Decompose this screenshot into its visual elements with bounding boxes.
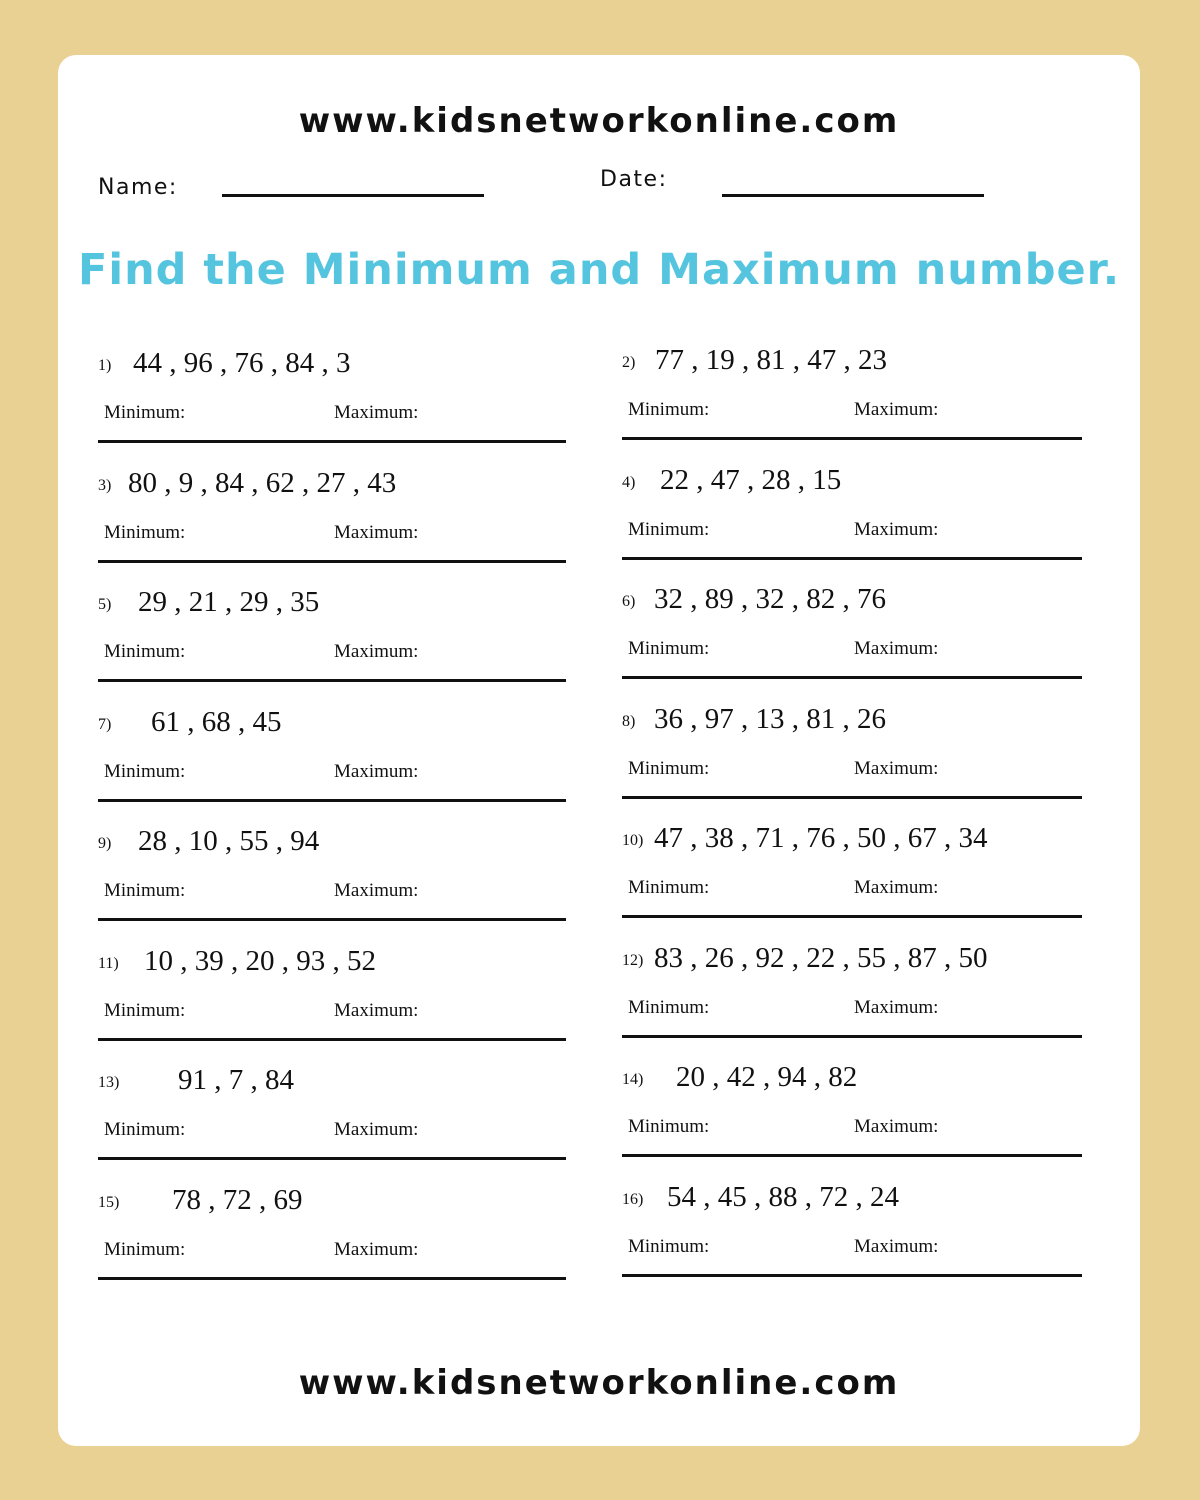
problem-10	[622, 822, 1082, 932]
problem-number: 10)	[622, 832, 644, 849]
number-list: 44 , 96 , 76 , 84 , 3	[133, 347, 351, 379]
problem-8	[622, 703, 1082, 813]
maximum-label: Maximum:	[854, 877, 939, 898]
number-list: 20 , 42 , 94 , 82	[676, 1061, 858, 1093]
problem-4	[622, 464, 1082, 574]
answer-line[interactable]	[622, 437, 1082, 440]
problem-1	[98, 347, 566, 457]
problem-3	[98, 467, 566, 577]
maximum-label: Maximum:	[854, 1236, 939, 1257]
number-list: 22 , 47 , 28 , 15	[660, 464, 842, 496]
number-list: 78 , 72 , 69	[172, 1184, 303, 1216]
minimum-label: Minimum:	[628, 638, 710, 659]
problem-14	[622, 1061, 1082, 1171]
answer-line[interactable]	[622, 1274, 1082, 1277]
problem-15	[98, 1184, 566, 1294]
answer-line[interactable]	[98, 1277, 566, 1280]
number-list: 10 , 39 , 20 , 93 , 52	[144, 945, 376, 977]
site-url-top: www.kidsnetworkonline.com	[298, 101, 900, 141]
problem-number: 15)	[98, 1194, 120, 1211]
answer-line[interactable]	[622, 557, 1082, 560]
problem-number: 3)	[98, 477, 112, 494]
answer-line[interactable]	[98, 679, 566, 682]
minimum-label: Minimum:	[104, 880, 186, 901]
answer-line[interactable]	[622, 676, 1082, 679]
problem-number: 11)	[98, 955, 119, 972]
problem-number: 14)	[622, 1071, 644, 1088]
maximum-label: Maximum:	[334, 522, 419, 543]
answer-line[interactable]	[622, 1035, 1082, 1038]
minimum-label: Minimum:	[104, 402, 186, 423]
number-list: 91 , 7 , 84	[178, 1064, 294, 1096]
answer-line[interactable]	[98, 440, 566, 443]
minimum-label: Minimum:	[104, 522, 186, 543]
answer-line[interactable]	[622, 915, 1082, 918]
problem-number: 16)	[622, 1191, 644, 1208]
maximum-label: Maximum:	[334, 641, 419, 662]
problem-number: 12)	[622, 952, 644, 969]
minimum-label: Minimum:	[628, 877, 710, 898]
problem-number: 7)	[98, 716, 112, 733]
answer-line[interactable]	[98, 560, 566, 563]
name-label: Name:	[98, 175, 178, 200]
maximum-label: Maximum:	[854, 997, 939, 1018]
number-list: 83 , 26 , 92 , 22 , 55 , 87 , 50	[654, 942, 988, 974]
problem-number: 2)	[622, 354, 636, 371]
maximum-label: Maximum:	[334, 880, 419, 901]
minimum-label: Minimum:	[628, 997, 710, 1018]
answer-line[interactable]	[622, 796, 1082, 799]
problem-2	[622, 344, 1082, 454]
problem-16	[622, 1181, 1082, 1291]
maximum-label: Maximum:	[854, 519, 939, 540]
answer-line[interactable]	[622, 1154, 1082, 1157]
number-list: 77 , 19 , 81 , 47 , 23	[655, 344, 887, 376]
minimum-label: Minimum:	[628, 1116, 710, 1137]
date-label: Date:	[600, 167, 668, 192]
minimum-label: Minimum:	[104, 1000, 186, 1021]
problem-number: 9)	[98, 835, 112, 852]
maximum-label: Maximum:	[854, 638, 939, 659]
number-list: 80 , 9 , 84 , 62 , 27 , 43	[128, 467, 397, 499]
maximum-label: Maximum:	[334, 1000, 419, 1021]
problem-7	[98, 706, 566, 816]
number-list: 61 , 68 , 45	[151, 706, 282, 738]
answer-line[interactable]	[98, 1038, 566, 1041]
minimum-label: Minimum:	[628, 1236, 710, 1257]
maximum-label: Maximum:	[334, 402, 419, 423]
worksheet	[58, 55, 1140, 1446]
number-list: 28 , 10 , 55 , 94	[138, 825, 320, 857]
number-list: 32 , 89 , 32 , 82 , 76	[654, 583, 886, 615]
maximum-label: Maximum:	[334, 1239, 419, 1260]
problem-number: 13)	[98, 1074, 120, 1091]
answer-line[interactable]	[98, 1157, 566, 1160]
problem-12	[622, 942, 1082, 1052]
problem-6	[622, 583, 1082, 693]
maximum-label: Maximum:	[334, 1119, 419, 1140]
minimum-label: Minimum:	[104, 1239, 186, 1260]
problem-11	[98, 945, 566, 1055]
minimum-label: Minimum:	[628, 519, 710, 540]
problem-number: 6)	[622, 593, 636, 610]
maximum-label: Maximum:	[334, 761, 419, 782]
problem-number: 4)	[622, 474, 636, 491]
problem-number: 5)	[98, 596, 112, 613]
number-list: 54 , 45 , 88 , 72 , 24	[667, 1181, 899, 1213]
minimum-label: Minimum:	[104, 761, 186, 782]
problem-number: 1)	[98, 357, 112, 374]
number-list: 36 , 97 , 13 , 81 , 26	[654, 703, 886, 735]
date-line[interactable]	[722, 194, 984, 197]
maximum-label: Maximum:	[854, 399, 939, 420]
minimum-label: Minimum:	[628, 758, 710, 779]
answer-line[interactable]	[98, 918, 566, 921]
number-list: 29 , 21 , 29 , 35	[138, 586, 320, 618]
name-line[interactable]	[222, 194, 484, 197]
minimum-label: Minimum:	[628, 399, 710, 420]
problem-13	[98, 1064, 566, 1174]
problem-number: 8)	[622, 713, 636, 730]
number-list: 47 , 38 , 71 , 76 , 50 , 67 , 34	[654, 822, 988, 854]
answer-line[interactable]	[98, 799, 566, 802]
worksheet-heading: Find the Minimum and Maximum number.	[77, 245, 1121, 295]
minimum-label: Minimum:	[104, 641, 186, 662]
problem-9	[98, 825, 566, 935]
maximum-label: Maximum:	[854, 1116, 939, 1137]
maximum-label: Maximum:	[854, 758, 939, 779]
minimum-label: Minimum:	[104, 1119, 186, 1140]
problem-5	[98, 586, 566, 696]
site-url-bottom: www.kidsnetworkonline.com	[298, 1363, 900, 1403]
